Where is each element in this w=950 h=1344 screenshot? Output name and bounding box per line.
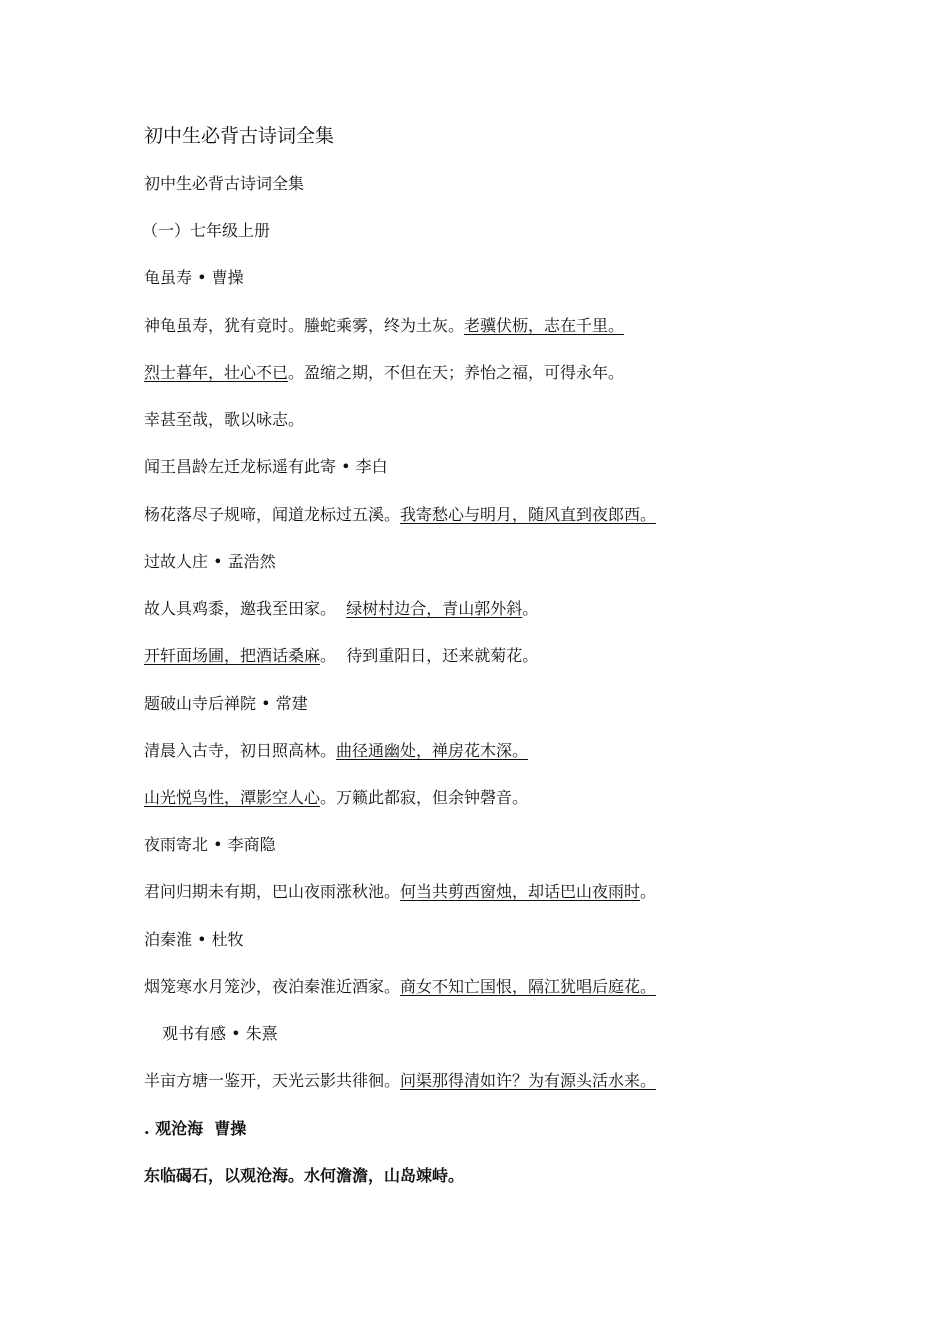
poem-text: 烟笼寒水月笼沙，夜泊秦淮近酒家。	[144, 977, 401, 996]
memorize-underline-text: 绿树村边合，青山郭外斜	[346, 599, 523, 618]
document-subtitle: 初中生必背古诗词全集	[144, 174, 305, 193]
poem-heading: 题破山寺后禅院 • 常建	[144, 694, 308, 713]
poem-text: 故人具鸡黍，邀我至田家。	[144, 599, 347, 618]
poem-text: 清晨入古寺，初日照高林。	[144, 741, 337, 760]
memorize-underline-text: 我寄愁心与明月，随风直到夜郎西。	[400, 505, 657, 524]
poem-heading: . 观沧海 曹操	[144, 1119, 247, 1138]
poem-line	[144, 505, 656, 525]
poem-text: 神龟虽寿，犹有竟时。螣蛇乘雾，终为土灰。	[144, 316, 465, 335]
poem-line	[144, 882, 656, 902]
memorize-underline-text: 何当共剪西窗烛，却话巴山夜雨时	[400, 882, 641, 901]
memorize-underline-text: 开轩面场圃，把酒话桑麻	[144, 646, 321, 665]
memorize-underline-text: 山光悦鸟性，潭影空人心	[144, 788, 321, 807]
memorize-underline-text: 问渠那得清如许？为有源头活水来。	[400, 1071, 657, 1090]
section-heading: （一）七年级上册	[142, 221, 271, 240]
poem-line	[144, 646, 538, 666]
poem-text: 君问归期未有期，巴山夜雨涨秋池。	[144, 882, 401, 901]
memorize-underline-text: 商女不知亡国恨，隔江犹唱后庭花。	[400, 977, 657, 996]
poem-text: 。盈缩之期，不但在天；养怡之福，可得永年。	[288, 363, 625, 382]
poem-line: 东临碣石，以观沧海。水何澹澹，山岛竦峙。	[144, 1166, 465, 1185]
poem-text: 。	[640, 882, 657, 901]
poem-text: 幸甚至哉，歌以咏志。	[144, 410, 305, 429]
poem-heading: 观书有感 • 朱熹	[162, 1024, 278, 1043]
poem-line	[144, 977, 656, 997]
poem-text: 半亩方塘一鉴开，天光云影共徘徊。	[144, 1071, 401, 1090]
poem-heading: 过故人庄 • 孟浩然	[144, 552, 276, 571]
poem-line	[144, 316, 624, 336]
poem-heading: 泊秦淮 • 杜牧	[144, 930, 244, 949]
poem-line	[144, 1071, 656, 1091]
poem-text: 。万籁此都寂，但余钟磬音。	[320, 788, 529, 807]
poem-heading: 龟虽寿 • 曹操	[144, 268, 244, 287]
document-title: 初中生必背古诗词全集	[144, 125, 335, 147]
memorize-underline-text: 烈士暮年，壮心不已	[144, 363, 289, 382]
poem-text: 。	[522, 599, 539, 618]
poem-line	[144, 788, 528, 808]
poem-line	[144, 363, 624, 383]
poem-heading: 闻王昌龄左迁龙标遥有此寄 • 李白	[144, 457, 388, 476]
poem-text: 杨花落尽子规啼，闻道龙标过五溪。	[144, 505, 401, 524]
poem-line	[144, 741, 528, 761]
poem-line	[144, 599, 538, 619]
poem-heading: 夜雨寄北 • 李商隐	[144, 835, 276, 854]
poem-text: 。 待到重阳日，还来就菊花。	[320, 646, 539, 665]
memorize-underline-text: 曲径通幽处，禅房花木深。	[336, 741, 529, 760]
memorize-underline-text: 老骥伏枥，志在千里。	[464, 316, 625, 335]
poem-line	[144, 410, 304, 430]
